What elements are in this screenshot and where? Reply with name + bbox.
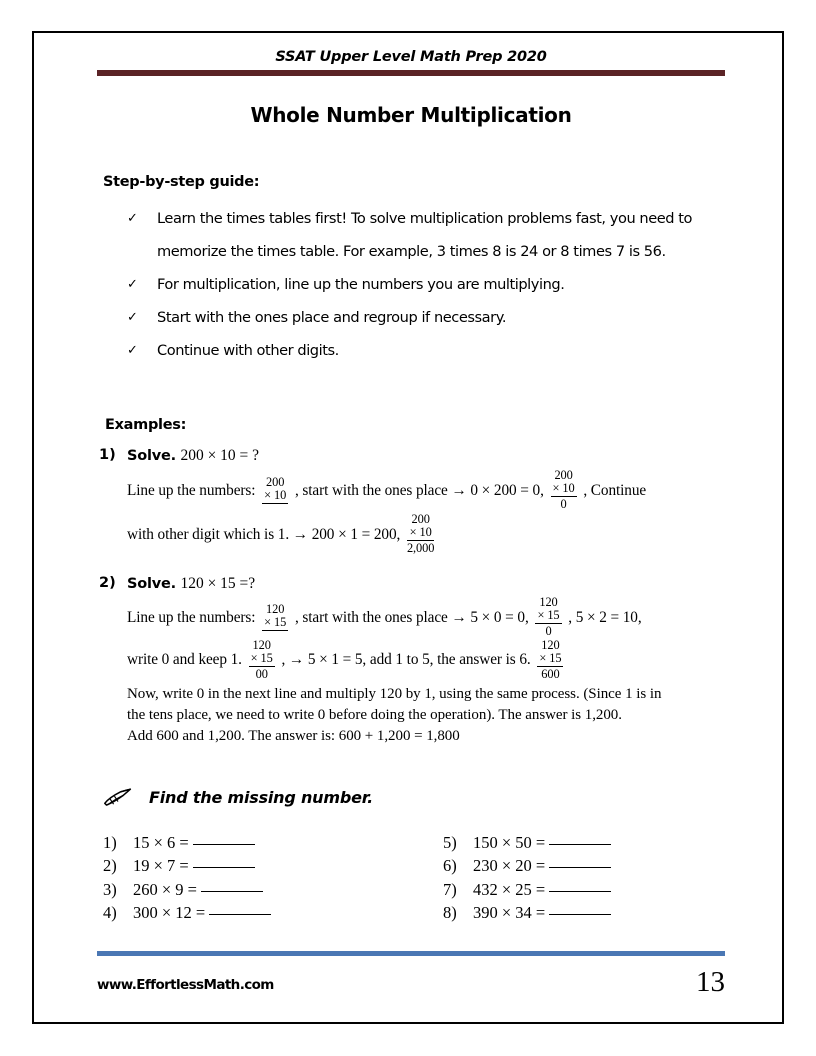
problem-expression: 15 × 6 = [133, 832, 189, 852]
work-lead: Line up the numbers: [127, 609, 256, 626]
work-lead: write 0 and keep 1. [127, 651, 242, 669]
footer-rule [97, 951, 725, 956]
example-question: 200 × 10 = ? [180, 447, 260, 464]
stack-mid: × 10 [407, 526, 434, 541]
stack-bottom: 0 [545, 624, 552, 639]
practice-problems [97, 831, 725, 925]
problem-expression: 432 × 25 = [473, 879, 546, 899]
stack-mid: × 10 [264, 488, 287, 503]
multiplication-stack [407, 513, 434, 555]
problem-number: 2) [103, 856, 117, 876]
list-item-text: Start with the ones place and regroup if necessary. [157, 309, 507, 326]
stack-mid: × 15 [250, 650, 273, 665]
stack-bottom: 600 [541, 666, 560, 681]
problem-item [443, 831, 725, 855]
check-icon: ✓ [127, 211, 138, 226]
header-rule [97, 70, 725, 76]
work-mid-text: , start with the ones place → 5 × 0 = 0, [294, 609, 529, 626]
stack-mid: × 15 [539, 650, 562, 665]
multiplication-stack [262, 603, 288, 631]
list-item-text: For multiplication, line up the numbers you are multiplying. [157, 276, 565, 293]
problem-number: 1) [103, 832, 117, 852]
problems-left-column [97, 831, 385, 925]
example-title: Solve. [127, 448, 176, 464]
multiplication-stack [535, 596, 561, 638]
check-icon: ✓ [127, 343, 138, 358]
multiplication-stack [551, 469, 577, 511]
problems-right-column [385, 831, 725, 925]
practice-title: Find the missing number. [149, 788, 374, 808]
answer-blank[interactable] [549, 844, 611, 845]
answer-blank[interactable] [549, 914, 611, 915]
problem-expression: 260 × 9 = [133, 879, 197, 899]
answer-blank[interactable] [201, 891, 263, 892]
problem-expression: 390 × 34 = [473, 903, 546, 923]
list-item-text: Learn the times tables first! To solve multiplication problems fast, you need to memorize the times table. For example, 3 times 8 is 24 or 8 times 7 is 56. [157, 210, 693, 260]
problem-number: 4) [103, 903, 117, 923]
practice-heading-row [103, 787, 725, 809]
problem-item [443, 901, 725, 925]
stack-bottom: 0 [560, 497, 567, 512]
stack-mid: × 15 [537, 608, 560, 623]
problem-item [443, 878, 725, 902]
check-icon: ✓ [127, 310, 138, 325]
problem-number: 5) [443, 832, 457, 852]
answer-blank[interactable] [193, 867, 255, 868]
multiplication-stack [537, 639, 563, 681]
stack-top: 200 [266, 475, 285, 490]
multiplication-stack [249, 639, 275, 681]
multiplication-stack [262, 476, 288, 504]
stack-top: 120 [539, 595, 558, 610]
work-tail: , 5 × 2 = 10, [568, 609, 642, 626]
example-title: Solve. [127, 576, 176, 592]
stack-mid: × 10 [552, 481, 575, 496]
page-content [97, 49, 725, 925]
page-title: Whole Number Multiplication [250, 103, 572, 127]
work-lead: with other digit which is 1. → 200 × 1 = 200, [127, 526, 401, 543]
page-number: 13 [696, 966, 725, 998]
footer-row [97, 964, 725, 998]
examples-heading: Examples: [105, 417, 187, 433]
problem-number: 7) [443, 879, 457, 899]
problem-number: 6) [443, 856, 457, 876]
pencil-icon [103, 787, 133, 809]
answer-blank[interactable] [193, 844, 255, 845]
problem-expression: 19 × 7 = [133, 856, 189, 876]
stack-top: 120 [266, 602, 285, 617]
problem-number: 3) [103, 879, 117, 899]
example-work-line [127, 597, 725, 639]
problem-expression: 150 × 50 = [473, 832, 546, 852]
list-item [127, 202, 725, 268]
work-mid-text: , start with the ones place → 0 × 200 = 0, [294, 482, 544, 499]
problem-expression: 230 × 20 = [473, 856, 546, 876]
example-work-line [127, 513, 725, 557]
check-icon: ✓ [127, 277, 138, 292]
list-item-text: Continue with other digits. [157, 342, 339, 359]
work-mid-text: , → 5 × 1 = 5, add 1 to 5, the answer is 6. [281, 651, 531, 669]
step-by-step-heading: Step-by-step guide: [103, 174, 260, 190]
running-head: SSAT Upper Level Math Prep 2020 [275, 49, 547, 65]
paragraph-line: Now, write 0 in the next line and multiply 120 by 1, using the same process. (Since 1 is in [127, 685, 662, 702]
stack-mid: × 15 [264, 615, 287, 630]
example-work-line [127, 469, 725, 513]
stack-top: 120 [541, 637, 560, 652]
list-item [127, 268, 725, 301]
stack-top: 200 [411, 512, 430, 527]
stack-top: 120 [252, 637, 271, 652]
website-link[interactable]: www.EffortlessMath.com [97, 977, 274, 993]
example-paragraph [127, 684, 725, 747]
stack-bottom: 00 [255, 666, 268, 681]
problem-item [103, 831, 385, 855]
example-question: 120 × 15 =? [180, 575, 256, 592]
problem-item [443, 854, 725, 878]
stack-top: 200 [554, 468, 573, 483]
work-tail: , Continue [583, 482, 647, 499]
page-footer [97, 951, 725, 998]
example-number: 2) [99, 575, 116, 591]
example-1 [97, 447, 725, 557]
paragraph-line: Add 600 and 1,200. The answer is: 600 + 1,200 = 1,800 [127, 727, 460, 744]
problem-item [103, 901, 385, 925]
example-number: 1) [99, 447, 116, 463]
answer-blank[interactable] [209, 914, 271, 915]
example-work-line [127, 639, 725, 681]
work-lead: Line up the numbers: [127, 482, 256, 499]
page-sheet [32, 31, 784, 1024]
problem-item [103, 854, 385, 878]
answer-blank[interactable] [549, 891, 611, 892]
example-2 [97, 575, 725, 747]
problem-item [103, 878, 385, 902]
paragraph-line: the tens place, we need to write 0 before doing the operation). The answer is 1,200. [127, 706, 622, 723]
list-item [127, 334, 725, 367]
problem-expression: 300 × 12 = [133, 903, 206, 923]
answer-blank[interactable] [549, 867, 611, 868]
guide-list [97, 202, 725, 367]
problem-number: 8) [443, 903, 457, 923]
list-item [127, 301, 725, 334]
stack-bottom: 2,000 [406, 541, 435, 556]
